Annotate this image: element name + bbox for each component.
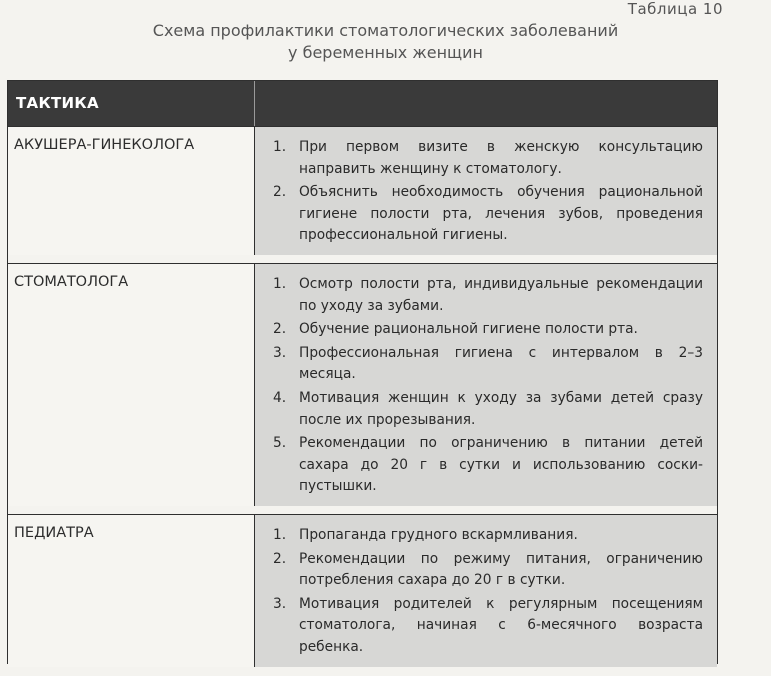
list-item: 5. Рекомендации по ограничению в питании детей сахара до 20 г в сутки и использованию соски-пустышки. [273, 435, 703, 495]
list-item: 2. Объяснить необходимость обучения рациональной гигиене полости рта, лечения зубов, проведения профессиональной гигиены. [273, 184, 703, 244]
row-actions [255, 127, 717, 255]
header-tactics: ТАКТИКА [8, 81, 255, 126]
row-role: ПЕДИАТРА [8, 515, 255, 667]
table-header [8, 81, 717, 126]
table-row-pediatrician [8, 514, 717, 667]
list-item: 2. Рекомендации по режиму питания, ограничению потребления сахара до 20 г в сутки. [273, 550, 703, 589]
header-empty [255, 81, 717, 126]
row-actions [255, 515, 717, 667]
table-number: Таблица 10 [627, 0, 723, 18]
list-item: 1. Осмотр полости рта, индивидуальные рекомендации по уходу за зубами. [273, 276, 703, 314]
table-title [0, 20, 771, 64]
list-item: 3. Профессиональная гигиена с интервалом в 2–3 месяца. [273, 344, 703, 383]
title-line-1: Схема профилактики стоматологических заболеваний [152, 21, 619, 40]
table-row-dentist [8, 263, 717, 506]
list-item: 4. Мотивация женщин к уходу за зубами детей сразу после их прорезывания. [273, 389, 703, 428]
list-item: 1. При первом визите в женскую консультацию направить женщину к стоматологу. [273, 139, 703, 177]
row-role: СТОМАТОЛОГА [8, 264, 255, 506]
title-line-2: у беременных женщин [288, 43, 483, 62]
row-role: АКУШЕРА-ГИНЕКОЛОГА [8, 127, 255, 255]
row-actions [255, 264, 717, 506]
list-item: 2. Обучение рациональной гигиене полости рта. [273, 321, 638, 338]
table-row-obstetrician [8, 126, 717, 255]
prevention-table [7, 80, 718, 664]
list-item: 3. Мотивация родителей к регулярным посещениям стоматолога, начиная с 6-месячного возраста ребенка. [273, 595, 703, 655]
list-item: 1. Пропаганда грудного вскармливания. [273, 527, 578, 543]
